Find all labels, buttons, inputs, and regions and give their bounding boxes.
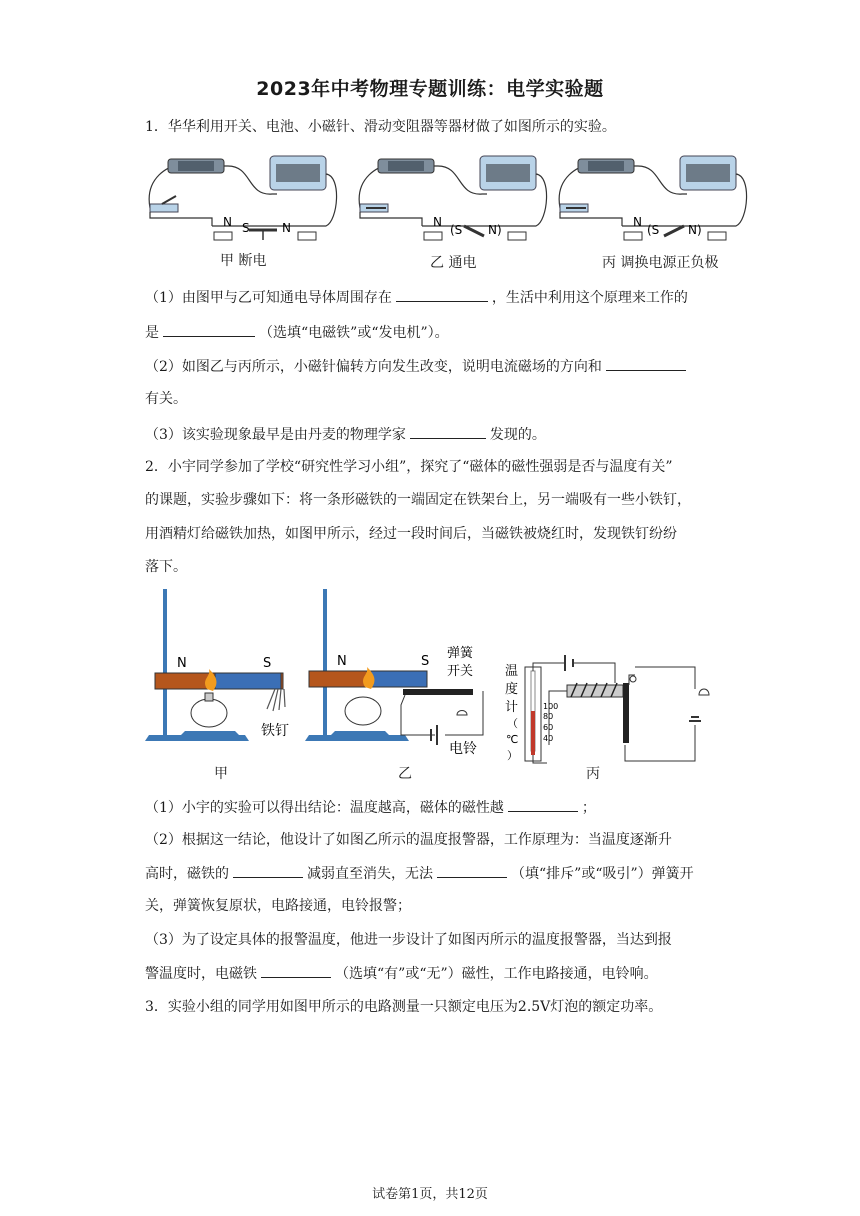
q2-fig-label-jia: 甲 [214, 766, 228, 782]
thermo-tick: 80 [543, 712, 554, 721]
thermo-label-char: ℃ [506, 733, 519, 746]
fig-yi [305, 589, 483, 757]
q1-part1-line1: （1）由图甲与乙可知通电导体周围存在 ，生活中利用这个原理来工作的 [145, 287, 688, 308]
svg-text:(S: (S [647, 223, 660, 237]
svg-text:N): N) [688, 223, 702, 237]
fig-jia [145, 589, 289, 741]
svg-text:(S: (S [450, 223, 463, 237]
thermo-label-char: ） [507, 749, 518, 762]
thermo-label-char: （ [507, 717, 518, 730]
q2-part2-line1: （2）根据这一结论，他设计了如图乙所示的温度报警器，工作原理为：当温度逐渐升 [145, 832, 672, 848]
svg-text:N: N [177, 656, 187, 671]
svg-text:S: S [421, 654, 430, 669]
spring-label-1: 弹簧 [447, 646, 474, 661]
answer-blank[interactable] [410, 424, 486, 439]
answer-blank[interactable] [233, 863, 303, 878]
page-title: 2023年中考物理专题训练：电学实验题 [256, 78, 604, 100]
spring-label-2: 开关 [447, 664, 474, 679]
q1-fig-label-bing: 丙 调换电源正负极 [602, 255, 719, 271]
svg-text:N: N [282, 221, 291, 235]
svg-text:N: N [433, 215, 442, 229]
circuit-panel-yi [359, 156, 546, 240]
answer-blank[interactable] [261, 963, 331, 978]
bell-label: 电铃 [449, 741, 477, 757]
q2-stem-line3: 用酒精灯给磁铁加热，如图甲所示，经过一段时间后，当磁铁被烧红时，发现铁钉纷纷 [145, 526, 677, 542]
q2-stem-line1: 2．小宇同学参加了学校“研究性学习小组”，探究了“磁体的磁性强弱是否与温度有关” [145, 459, 673, 475]
q1-part2-line1: （2）如图乙与丙所示，小磁针偏转方向发生改变，说明电流磁场的方向和 [145, 356, 690, 377]
page-footer: 试卷第1页，共12页 [372, 1187, 488, 1202]
answer-blank[interactable] [437, 863, 507, 878]
q1-fig-label-jia: 甲 断电 [220, 253, 267, 269]
q2-part2-line3: 关，弹簧恢复原状，电路接通，电铃报警； [145, 898, 411, 914]
q1-part1-line2: 是 （选填“电磁铁”或“发电机”）。 [145, 322, 449, 343]
thermo-tick: 100 [543, 702, 559, 711]
q1-part3: （3）该实验现象最早是由丹麦的物理学家 发现的。 [145, 424, 546, 445]
fig-bing [505, 655, 709, 763]
q3-stem: 3．实验小组的同学用如图甲所示的电路测量一只额定电压为2.5V灯泡的额定功率。 [145, 999, 663, 1015]
answer-blank[interactable] [508, 797, 578, 812]
svg-text:N): N) [488, 223, 502, 237]
thermo-label-char: 度 [505, 682, 519, 697]
pole-n-label: N [223, 215, 232, 229]
thermo-label-char: 计 [505, 700, 519, 715]
thermo-tick: 60 [543, 723, 554, 732]
q2-fig-label-yi: 乙 [398, 766, 412, 782]
q1-part2-line2: 有关。 [145, 391, 187, 407]
svg-text:N: N [337, 654, 347, 669]
pole-s-label: S [242, 221, 250, 235]
answer-blank[interactable] [163, 322, 255, 337]
svg-text:S: S [263, 656, 272, 671]
q2-part3-line2: 警温度时，电磁铁 （选填“有”或“无”）磁性，工作电路接通，电铃响。 [145, 963, 658, 984]
answer-blank[interactable] [396, 287, 488, 302]
nails-label: 铁钉 [261, 723, 289, 739]
q1-stem: 1．华华利用开关、电池、小磁针、滑动变阻器等器材做了如图所示的实验。 [145, 119, 616, 135]
q2-part2-line2: 高时，磁铁的 减弱直至消失，无法 （填“排斥”或“吸引”）弹簧开 [145, 863, 694, 884]
svg-text:N: N [633, 215, 642, 229]
answer-blank[interactable] [606, 356, 686, 371]
q2-stem-line4: 落下。 [145, 559, 187, 575]
circuit-panel-jia [149, 156, 336, 240]
q1-fig-label-yi: 乙 通电 [430, 255, 477, 271]
q2-figure [145, 585, 715, 785]
circuit-panel-bing [559, 156, 746, 240]
thermo-tick: 40 [543, 734, 554, 743]
thermo-label-char: 温 [505, 664, 519, 679]
q2-part3-line1: （3）为了设定具体的报警温度，他进一步设计了如图丙所示的温度报警器，当达到报 [145, 932, 672, 948]
q2-part1: （1）小宇的实验可以得出结论：温度越高，磁体的磁性越 ； [145, 797, 596, 818]
q2-stem-line2: 的课题，实验步骤如下：将一条形磁铁的一端固定在铁架台上，另一端吸有一些小铁钉， [145, 492, 691, 508]
q2-fig-label-bing: 丙 [586, 766, 600, 782]
